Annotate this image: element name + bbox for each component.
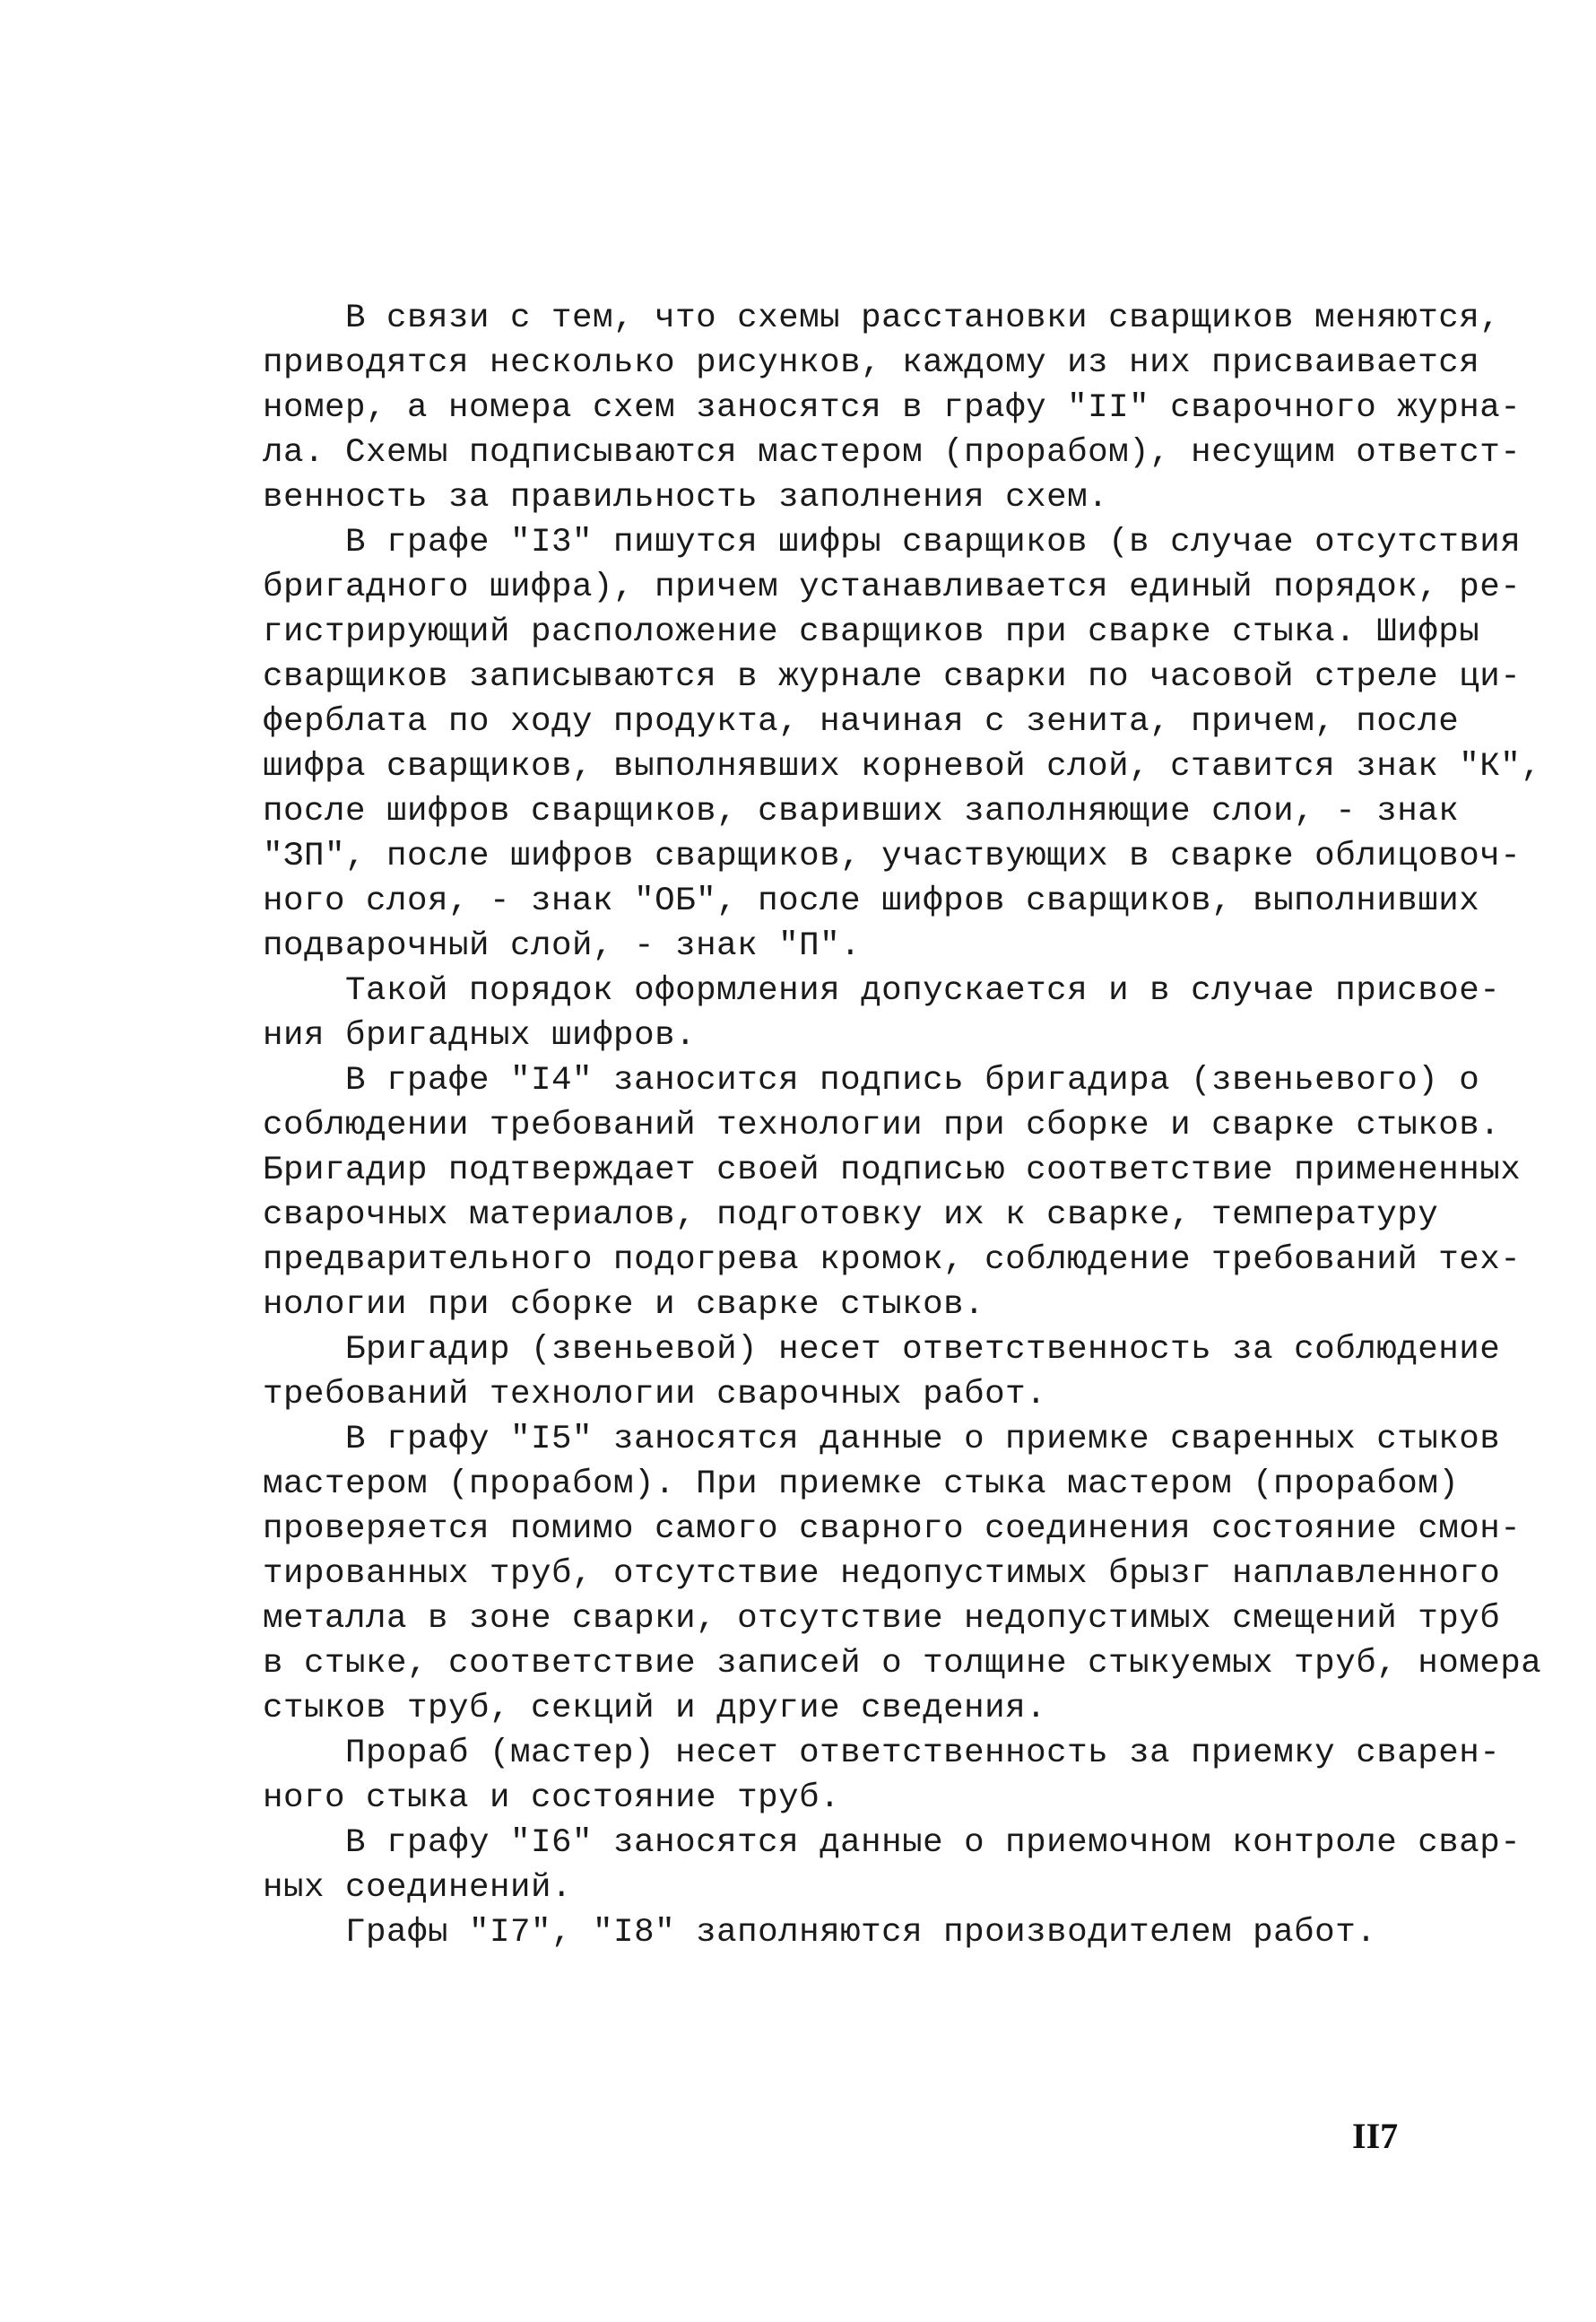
text-line: ного слоя, - знак "ОБ", после шифров сварщиков, выполнивших <box>263 883 1480 920</box>
text-line: Графы "I7", "I8" заполняются производителем работ. <box>263 1914 1377 1952</box>
text-line: предварительного подогрева кромок, соблюдение требований тех- <box>263 1241 1522 1279</box>
page-number: II7 <box>1352 2116 1399 2156</box>
text-line: Прораб (мастер) несет ответственность за приемку сварен- <box>263 1735 1501 1772</box>
text-line: Такой порядок оформления допускается и в случае присвое- <box>263 972 1501 1010</box>
text-line: Бригадир подтверждает своей подписью соответствие примененных <box>263 1152 1522 1189</box>
text-line: ного стыка и состояние труб. <box>263 1779 841 1817</box>
text-line: ния бригадных шифров. <box>263 1017 697 1055</box>
text-line: В графе "I3" пишутся шифры сварщиков (в случае отсутствия <box>263 524 1522 561</box>
text-line: тированных труб, отсутствие недопустимых брызг наплавленного <box>263 1555 1501 1593</box>
text-line: подварочный слой, - знак "П". <box>263 927 862 965</box>
text-line: Бригадир (звеньевой) несет ответственность за соблюдение <box>263 1331 1501 1369</box>
text-line: после шифров сварщиков, сваривших заполняющие слои, - знак <box>263 793 1460 831</box>
text-line: приводятся несколько рисунков, каждому из них присваивается <box>263 344 1480 382</box>
text-line: "ЗП", после шифров сварщиков, участвующих в сварке облицовоч- <box>263 838 1522 875</box>
text-line: ферблата по ходу продукта, начиная с зенита, причем, после <box>263 703 1460 741</box>
text-line: венность за правильность заполнения схем. <box>263 479 1109 517</box>
text-line: в стыке, соответствие записей о толщине стыкуемых труб, номера <box>263 1645 1542 1683</box>
text-line: проверяется помимо самого сварного соединения состояние смон- <box>263 1510 1522 1548</box>
text-line: нологии при сборке и сварке стыков. <box>263 1286 985 1324</box>
text-line: требований технологии сварочных работ. <box>263 1376 1047 1413</box>
text-line: мастером (прорабом). При приемке стыка мастером (прорабом) <box>263 1465 1460 1503</box>
text-line: В графе "I4" заносится подпись бригадира (звеньевого) о <box>263 1062 1480 1100</box>
text-line: ных соединений. <box>263 1869 573 1907</box>
text-line: номер, а номера схем заносятся в графу "II" сварочного журна- <box>263 389 1522 427</box>
text-line: сварщиков записываются в журнале сварки по часовой стреле ци- <box>263 658 1522 696</box>
text-line: шифра сварщиков, выполнявших корневой слой, ставится знак "К", <box>263 748 1542 786</box>
text-line: ла. Схемы подписываются мастером (прорабом), несущим ответст- <box>263 434 1522 472</box>
text-line: В связи с тем, что схемы расстановки сварщиков меняются, <box>263 300 1501 337</box>
text-line: гистрирующий расположение сварщиков при сварке стыка. Шифры <box>263 613 1480 651</box>
text-line: сварочных материалов, подготовку их к сварке, температуру <box>263 1196 1439 1234</box>
text-line: стыков труб, секций и другие сведения. <box>263 1690 1047 1727</box>
text-line: бригадного шифра), причем устанавливается единый порядок, ре- <box>263 569 1522 606</box>
text-line: В графу "I5" заносятся данные о приемке сваренных стыков <box>263 1421 1501 1458</box>
text-line: металла в зоне сварки, отсутствие недопустимых смещений труб <box>263 1600 1501 1638</box>
text-line: соблюдении требований технологии при сборке и сварке стыков. <box>263 1107 1501 1144</box>
text-line: В графу "I6" заносятся данные о приемочном контроле свар- <box>263 1824 1522 1862</box>
